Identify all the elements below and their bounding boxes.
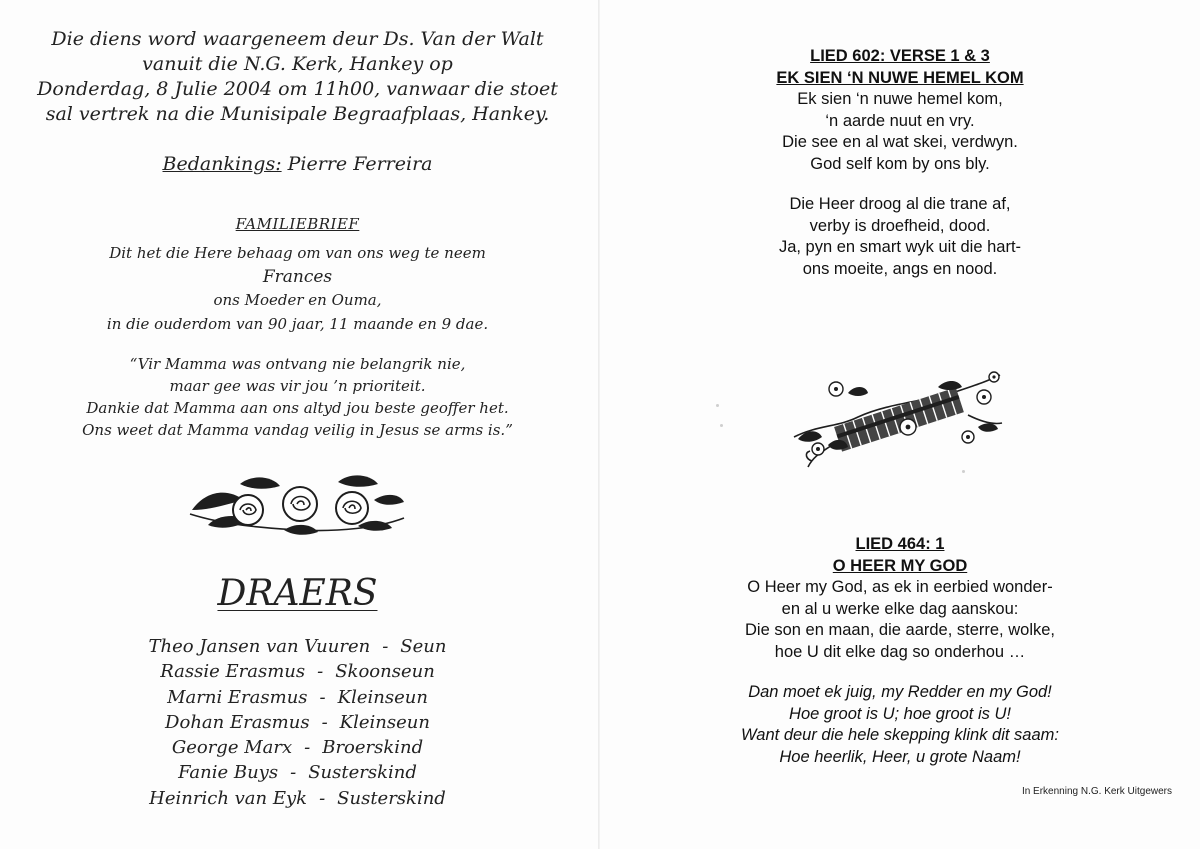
bearer-relation: Kleinseun [337,686,428,708]
deceased-name: Frances [262,266,333,287]
bearer-name: Fanie Buys [178,762,279,784]
hymn-chorus [600,682,1200,768]
bearer-name: Theo Jansen van Vuuren [148,636,371,657]
bearer-row [20,659,575,684]
draers-title: DRAERS [217,573,378,614]
verse-line: Want deur die hele skepping klink dit saam: [741,726,1059,744]
bearer-separator: - [321,711,328,733]
familiebrief-body [20,242,575,336]
hymn-602 [600,45,1200,280]
bearer-row [20,634,575,659]
verse-line: hoe U dit elke dag so onderhou … [774,642,1026,661]
bearer-separator: - [290,762,297,784]
verse-line: God self kom by ons bly. [810,154,990,173]
verse-line: Die son en maan, die aarde, sterre, wolke, [745,621,1055,639]
bedankings [20,153,575,175]
right-panel [600,0,1200,849]
intro-line: Die diens word waargeneem deur Ds. Van der Walt [51,28,544,50]
familiebrief-line: Dit het die Here behaag om van ons weg te neem [109,244,486,262]
service-intro [20,27,575,127]
verse-line: verby is droefheid, dood. [809,216,991,235]
bearer-relation: Susterskind [308,762,417,784]
bedankings-name: Pierre Ferreira [287,153,433,175]
bearer-name: George Marx [171,737,293,759]
intro-line: sal vertrek na die Munisipale Begraafplaas, Hankey. [45,103,550,125]
bearer-relation: Skoonseun [335,661,435,683]
bearer-separator: - [319,686,326,708]
verse-line: Die see en al wat skei, verdwyn. [782,133,1018,151]
quote-line: Ons weet dat Mamma vandag veilig in Jesus se arms is.” [82,421,513,439]
bearer-separator: - [382,636,389,657]
hymn-verse [600,89,1200,175]
verse-line: en al u werke elke dag aanskou: [781,599,1019,618]
bearer-relation: Broerskind [322,737,424,759]
quote-line: maar gee was vir jou ’n prioriteit. [169,377,426,395]
bearer-relation: Seun [400,636,447,657]
verse-line: ‘n aarde nuut en vry. [825,111,975,130]
verse-line: Ja, pyn en smart wyk uit die hart- [778,238,1022,256]
left-panel [0,0,598,849]
bearer-separator: - [317,661,324,683]
pan-flute-flowers-icon [788,367,1006,475]
speck [720,424,723,427]
bearer-row [20,786,575,811]
bearer-name: Dohan Erasmus [165,711,310,733]
bearer-row [20,735,575,760]
familiebrief-line: ons Moeder en Ouma, [213,291,382,309]
intro-line: vanuit die N.G. Kerk, Hankey op [142,53,453,75]
quote-line: Dankie dat Mamma aan ons altyd jou beste geoffer het. [86,399,509,417]
hymn-title: O HEER MY GOD [832,557,968,575]
bearer-relation: Susterskind [337,787,446,809]
rose-garland-icon [188,470,406,542]
verse-line: ons moeite, angs en nood. [802,259,998,278]
speck [716,404,719,407]
quote-line: “Vir Mamma was ontvang nie belangrik nie, [129,355,466,373]
bearer-separator: - [304,737,311,759]
bearer-row [20,760,575,785]
intro-line: Donderdag, 8 Julie 2004 om 11h00, vanwaar die stoet [37,78,558,100]
bearers-list [20,634,575,811]
hymn-464 [600,533,1200,768]
verse-line: Ek sien ‘n nuwe hemel kom, [797,90,1003,108]
familiebrief-line: in die ouderdom van 90 jaar, 11 maande en 9 dae. [106,314,489,333]
family-quote [20,353,575,441]
hymn-number: LIED 464: 1 [855,535,945,553]
verse-line: Hoe heerlik, Heer, u grote Naam! [779,747,1021,766]
verse-line: Dan moet ek juig, my Redder en my God! [748,683,1052,701]
bearer-name: Heinrich van Eyk [149,787,308,809]
bearer-relation: Kleinseun [339,711,430,733]
familiebrief-title: FAMILIEBRIEF [235,215,360,233]
bearer-separator: - [319,787,326,809]
hymn-number: LIED 602: VERSE 1 & 3 [810,47,990,65]
hymn-verse [600,577,1200,663]
verse-line: Die Heer droog al die trane af, [789,195,1011,213]
bedankings-label: Bedankings: [162,153,282,175]
bearer-row [20,710,575,735]
hymn-title: EK SIEN ‘N NUWE HEMEL KOM [776,69,1024,87]
publisher-credit: In Erkenning N.G. Kerk Uitgewers [1021,786,1172,797]
bearer-row [20,685,575,710]
verse-line: O Heer my God, as ek in eerbied wonder- [747,578,1053,596]
speck [962,470,965,473]
bearer-name: Rassie Erasmus [160,661,306,683]
hymn-verse [600,194,1200,280]
verse-line: Hoe groot is U; hoe groot is U! [789,704,1011,723]
bearer-name: Marni Erasmus [167,686,308,708]
